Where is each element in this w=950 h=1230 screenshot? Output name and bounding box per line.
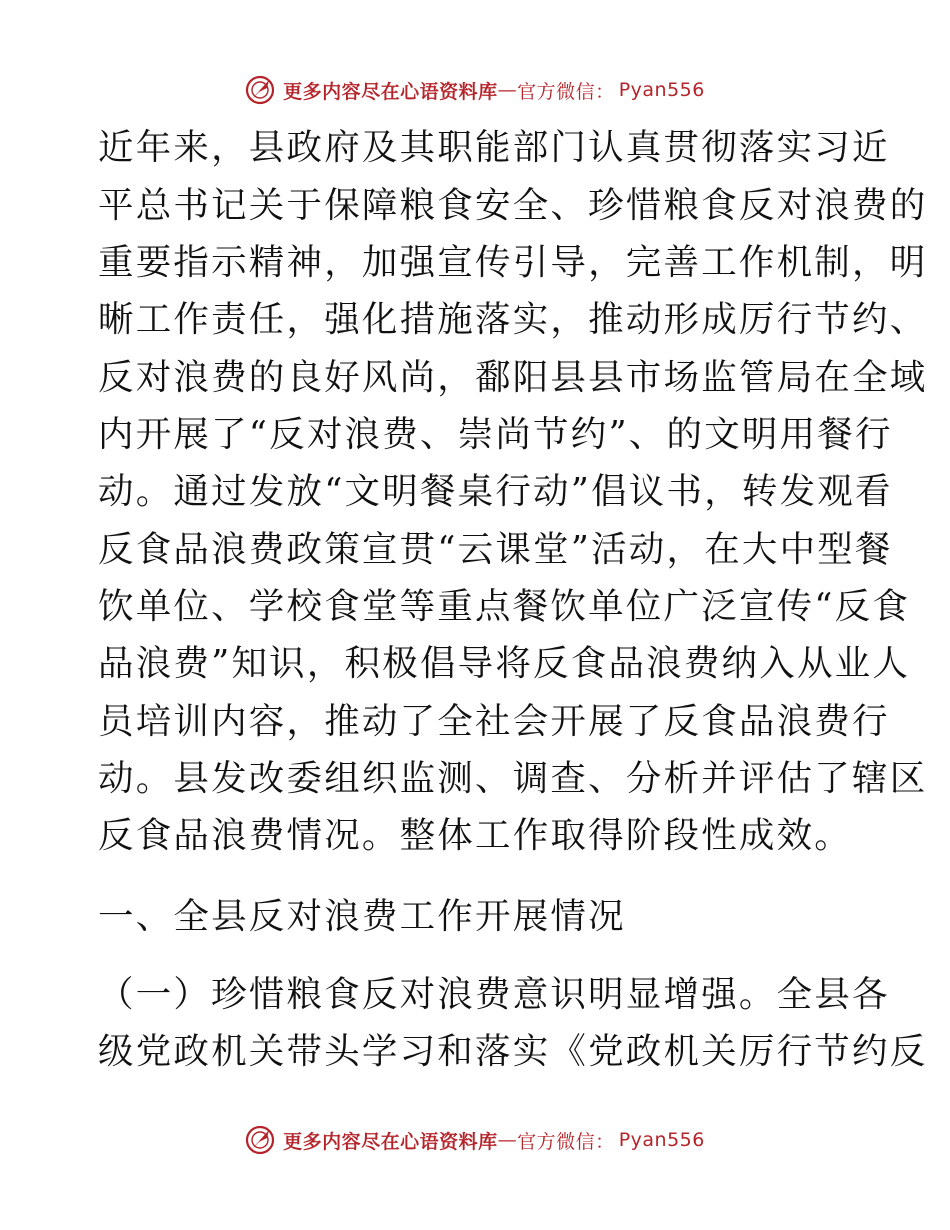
body-line: 反食品浪费情况。整体工作取得阶段性成效。 xyxy=(98,815,853,856)
body-line: 级党政机关带头学习和落实《党政机关厉行节约反 xyxy=(98,1031,928,1072)
watermark-footer xyxy=(0,1120,950,1160)
body-line: 员培训内容，推动了全社会开展了反食品浪费行 xyxy=(98,701,890,742)
body-line: 动。县发改委组织监测、调查、分析并评估了辖区 xyxy=(98,758,928,799)
section-heading: 一、全县反对浪费工作开展情况 xyxy=(98,896,626,937)
quill-logo-icon xyxy=(245,1125,275,1155)
watermark-wechat-id: Pyan556 xyxy=(618,1129,705,1151)
body-line: 重要指示精神，加强宣传引导，完善工作机制，明 xyxy=(98,242,928,283)
body-line: 晰工作责任，强化措施落实，推动形成厉行节约、 xyxy=(98,299,928,340)
body-line: 品浪费”知识，积极倡导将反食品浪费纳入从业人 xyxy=(98,643,911,684)
body-line: 反对浪费的良好风尚，鄱阳县县市场监管局在全域 xyxy=(98,357,928,398)
body-line: 反食品浪费政策宣贯“云课堂”活动，在大中型餐 xyxy=(98,529,893,570)
body-line: 动。通过发放“文明餐桌行动”倡议书，转发观看 xyxy=(98,471,893,512)
watermark-brand: 更多内容尽在心语资料库 xyxy=(283,1130,498,1153)
body-line: 饮单位、学校食堂等重点餐饮单位广泛宣传“反食 xyxy=(98,586,911,627)
watermark-separator: — xyxy=(497,79,518,101)
body-line: （一）珍惜粮食反对浪费意识明显增强。全县各 xyxy=(98,974,890,1015)
watermark-brand: 更多内容尽在心语资料库 xyxy=(283,80,498,103)
body-line: 平总书记关于保障粮食安全、珍惜粮食反对浪费的 xyxy=(98,185,928,226)
body-line: 内开展了“反对浪费、崇尚节约”、的文明用餐行 xyxy=(98,414,893,455)
quill-logo-icon xyxy=(245,75,275,105)
watermark-label: 官方微信： xyxy=(517,1130,615,1153)
watermark-separator: — xyxy=(497,1129,518,1151)
watermark-header xyxy=(0,70,950,110)
watermark-label: 官方微信： xyxy=(517,80,615,103)
watermark-wechat-id: Pyan556 xyxy=(618,79,705,101)
body-line: 近年来，县政府及其职能部门认真贯彻落实习近 xyxy=(98,127,890,168)
